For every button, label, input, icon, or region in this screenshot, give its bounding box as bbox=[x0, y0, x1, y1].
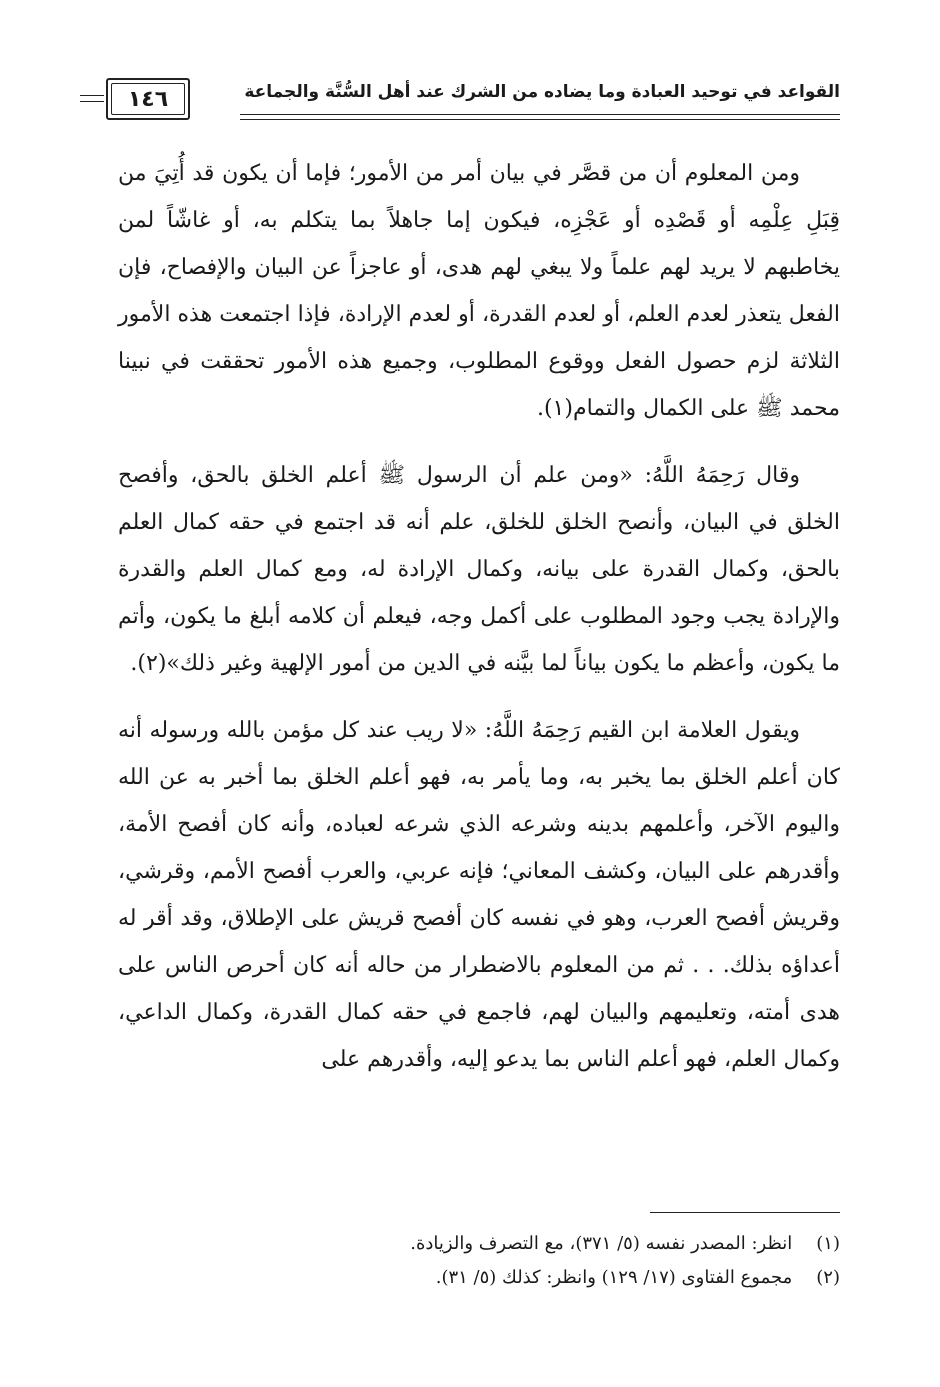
running-header bbox=[80, 78, 840, 130]
book-title: القواعد في توحيد العبادة وما يضاده من الشرك عند أهل السُّنَّة والجماعة bbox=[244, 82, 840, 102]
footnote-separator bbox=[650, 1212, 840, 1213]
footnote-1 bbox=[118, 1227, 840, 1261]
page-number-badge bbox=[80, 78, 198, 124]
footnote-1-number: (١) bbox=[816, 1233, 840, 1254]
paragraph-1: ومن المعلوم أن من قصَّر في بيان أمر من الأمور؛ فإما أن يكون قد أُتِيَ من قِبَلِ عِلْمِه أو قَصْدِه أو عَجْزِه، فيكون إما جاهلاً بما يتكلم به، أو غاشّاً لمن يخاطبهم لا يريد لهم علماً ولا يبغي لهم هدى، أو عاجزاً عن البيان والإفصاح، فإن الفعل يتعذر لعدم العلم، أو لعدم القدرة، أو لعدم الإرادة، فإذا اجتمعت هذه الأمور الثلاثة لزم حصول الفعل ووقوع المطلوب، وجميع هذه الأمور تحققت في نبينا محمد ﷺ على الكمال والتمام(١). bbox=[118, 161, 840, 421]
footnote-2-number: (٢) bbox=[816, 1267, 840, 1288]
badge-dash-top bbox=[80, 95, 104, 96]
body-text bbox=[118, 150, 840, 1083]
paragraph-2: وقال رَحِمَهُ اللَّهُ: «ومن علم أن الرسول ﷺ أعلم الخلق بالحق، وأفصح الخلق في البيان، وأنصح الخلق للخلق، علم أنه قد اجتمع في حقه كمال العلم بالحق، وكمال القدرة على بيانه، وكمال الإرادة له، ومع كمال العلم والقدرة والإرادة يجب وجود المطلوب على أكمل وجه، فيعلم أن كلامه أبلغ ما يكون، وأتم ما يكون، وأعظم ما يكون بياناً لما بيَّنه في الدين من أمور الإلهية وغير ذلك»(٢). bbox=[118, 463, 840, 676]
header-rule-top bbox=[240, 114, 840, 115]
page-number: ١٤٦ bbox=[111, 83, 185, 115]
header-rule-bottom bbox=[240, 119, 840, 120]
badge-dash-bottom bbox=[80, 101, 104, 102]
footnote-2-text: مجموع الفتاوى (١٧/ ١٢٩) وانظر: كذلك (٥/ ٣١). bbox=[435, 1267, 793, 1288]
paragraph-3: ويقول العلامة ابن القيم رَحِمَهُ اللَّهُ: «لا ريب عند كل مؤمن بالله ورسوله أنه كان أعلم الخلق بما يخبر به، وما يأمر به، فهو أعلم الخلق بما أخبر به عن الله واليوم الآخر، وأعلمهم بدينه وشرعه الذي شرعه لعباده، وأنه كان أفصح الأمة، وأقدرهم على البيان، وكشف المعاني؛ فإنه عربي، والعرب أفصح الأمم، وقرشي، وقريش أفصح العرب، وهو في نفسه كان أفصح قريش على الإطلاق، وقد أقر له أعداؤه بذلك. . . ثم من المعلوم بالاضطرار من حاله أنه كان أحرص الناس على هدى أمته، وتعليمهم والبيان لهم، فاجمع في حقه كمال القدرة، وكمال الداعي، وكمال العلم، فهو أعلم الناس بما يدعو إليه، وأقدرهم على bbox=[118, 718, 840, 1072]
footnotes bbox=[118, 1212, 840, 1295]
footnote-1-text: انظر: المصدر نفسه (٥/ ٣٧١)، مع التصرف والزيادة. bbox=[410, 1233, 793, 1254]
footnote-2 bbox=[118, 1261, 840, 1295]
